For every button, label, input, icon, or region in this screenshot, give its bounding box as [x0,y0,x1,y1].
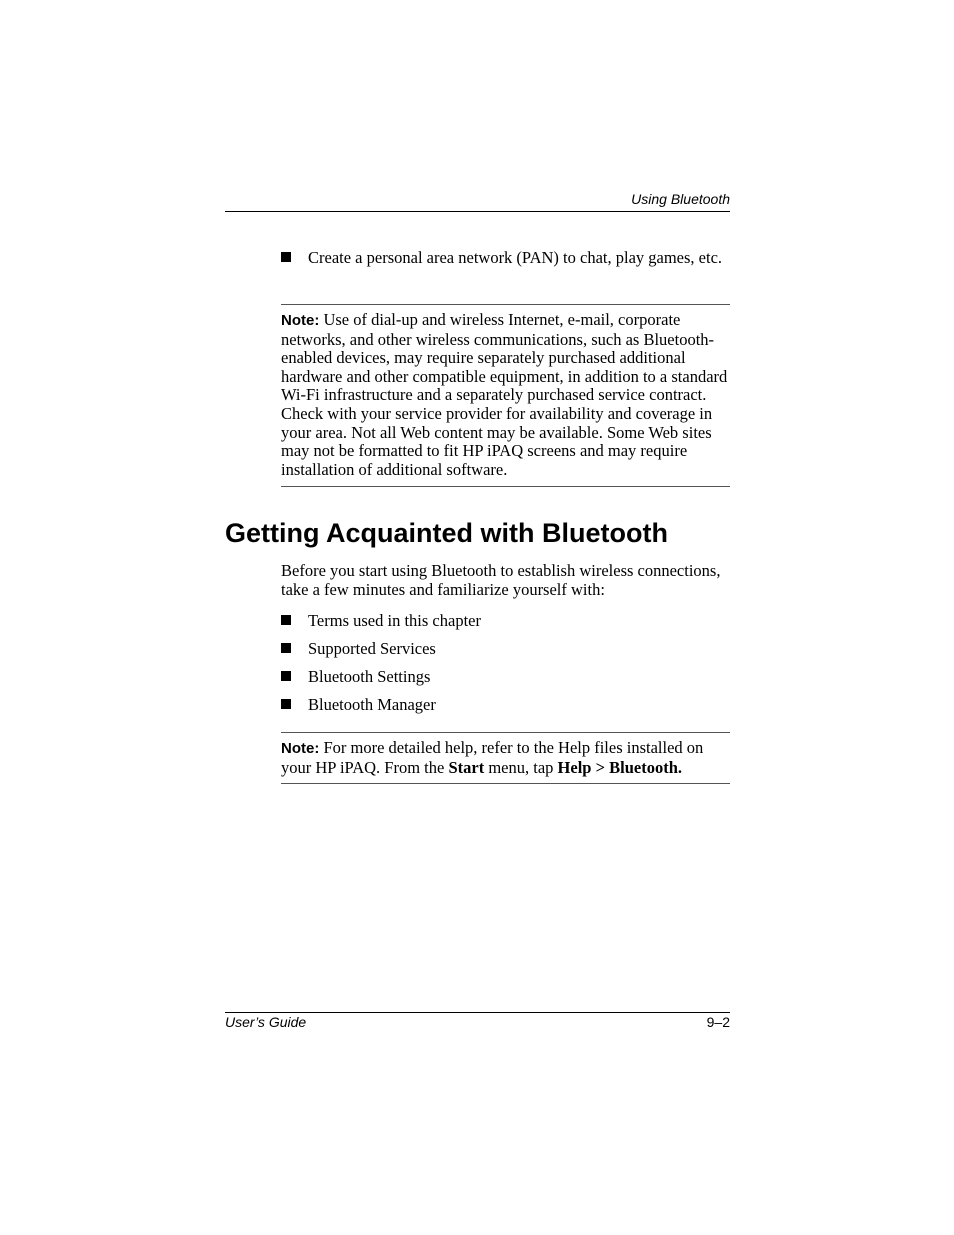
note-top-rule [281,304,730,305]
square-bullet-icon [281,252,291,262]
help-path-term: Help > Bluetooth. [557,757,682,777]
list-item [281,667,730,686]
note-text: menu, tap [484,757,558,777]
square-bullet-icon [281,699,291,709]
list-item-text: Terms used in this chapter [308,611,481,630]
note-bottom-rule [281,486,730,487]
list-item [281,695,730,714]
note-label: Note: [281,312,320,329]
start-menu-term: Start [448,757,485,777]
note-top-rule [281,732,730,733]
list-item-text: Bluetooth Manager [308,695,436,714]
list-item-text: Bluetooth Settings [308,667,431,686]
section-heading: Getting Acquainted with Bluetooth [225,518,668,548]
list-item-text: Supported Services [308,639,436,658]
list-item [281,611,730,630]
list-item-text: Create a personal area network (PAN) to chat, play games, etc. [308,248,723,267]
note-bottom-rule [281,783,730,784]
intro-paragraph: Before you start using Bluetooth to establish wireless connections, take a few minutes and familiarize yourself with: [281,561,721,599]
note-block [281,311,730,479]
list-item [281,639,730,658]
header-rule [225,211,730,212]
list-item [281,248,730,267]
note-block [281,739,730,777]
square-bullet-icon [281,671,291,681]
page-number: 9–2 [706,1014,730,1030]
square-bullet-icon [281,643,291,653]
note-label: Note: [281,740,320,757]
note-text: For more detailed help, refer to the Help files installed on your HP iPAQ. From the [281,738,704,777]
footer-guide-title: User’s Guide [225,1014,307,1030]
running-header: Using Bluetooth [631,191,730,207]
square-bullet-icon [281,615,291,625]
note-text: Use of dial-up and wireless Internet, e-mail, corporate networks, and other wireless communications, such as Bluetooth-enabled devices, may require separately purchased additional hardware and other compatible equipment, in addition to a standard Wi-Fi infrastructure and a separately purchased service contract. Check with your service provider for availability and coverage in your area. Not all Web content may be available. Some Web sites may not be formatted to fit HP iPAQ screens and may require installation of additional software. [281,310,728,479]
